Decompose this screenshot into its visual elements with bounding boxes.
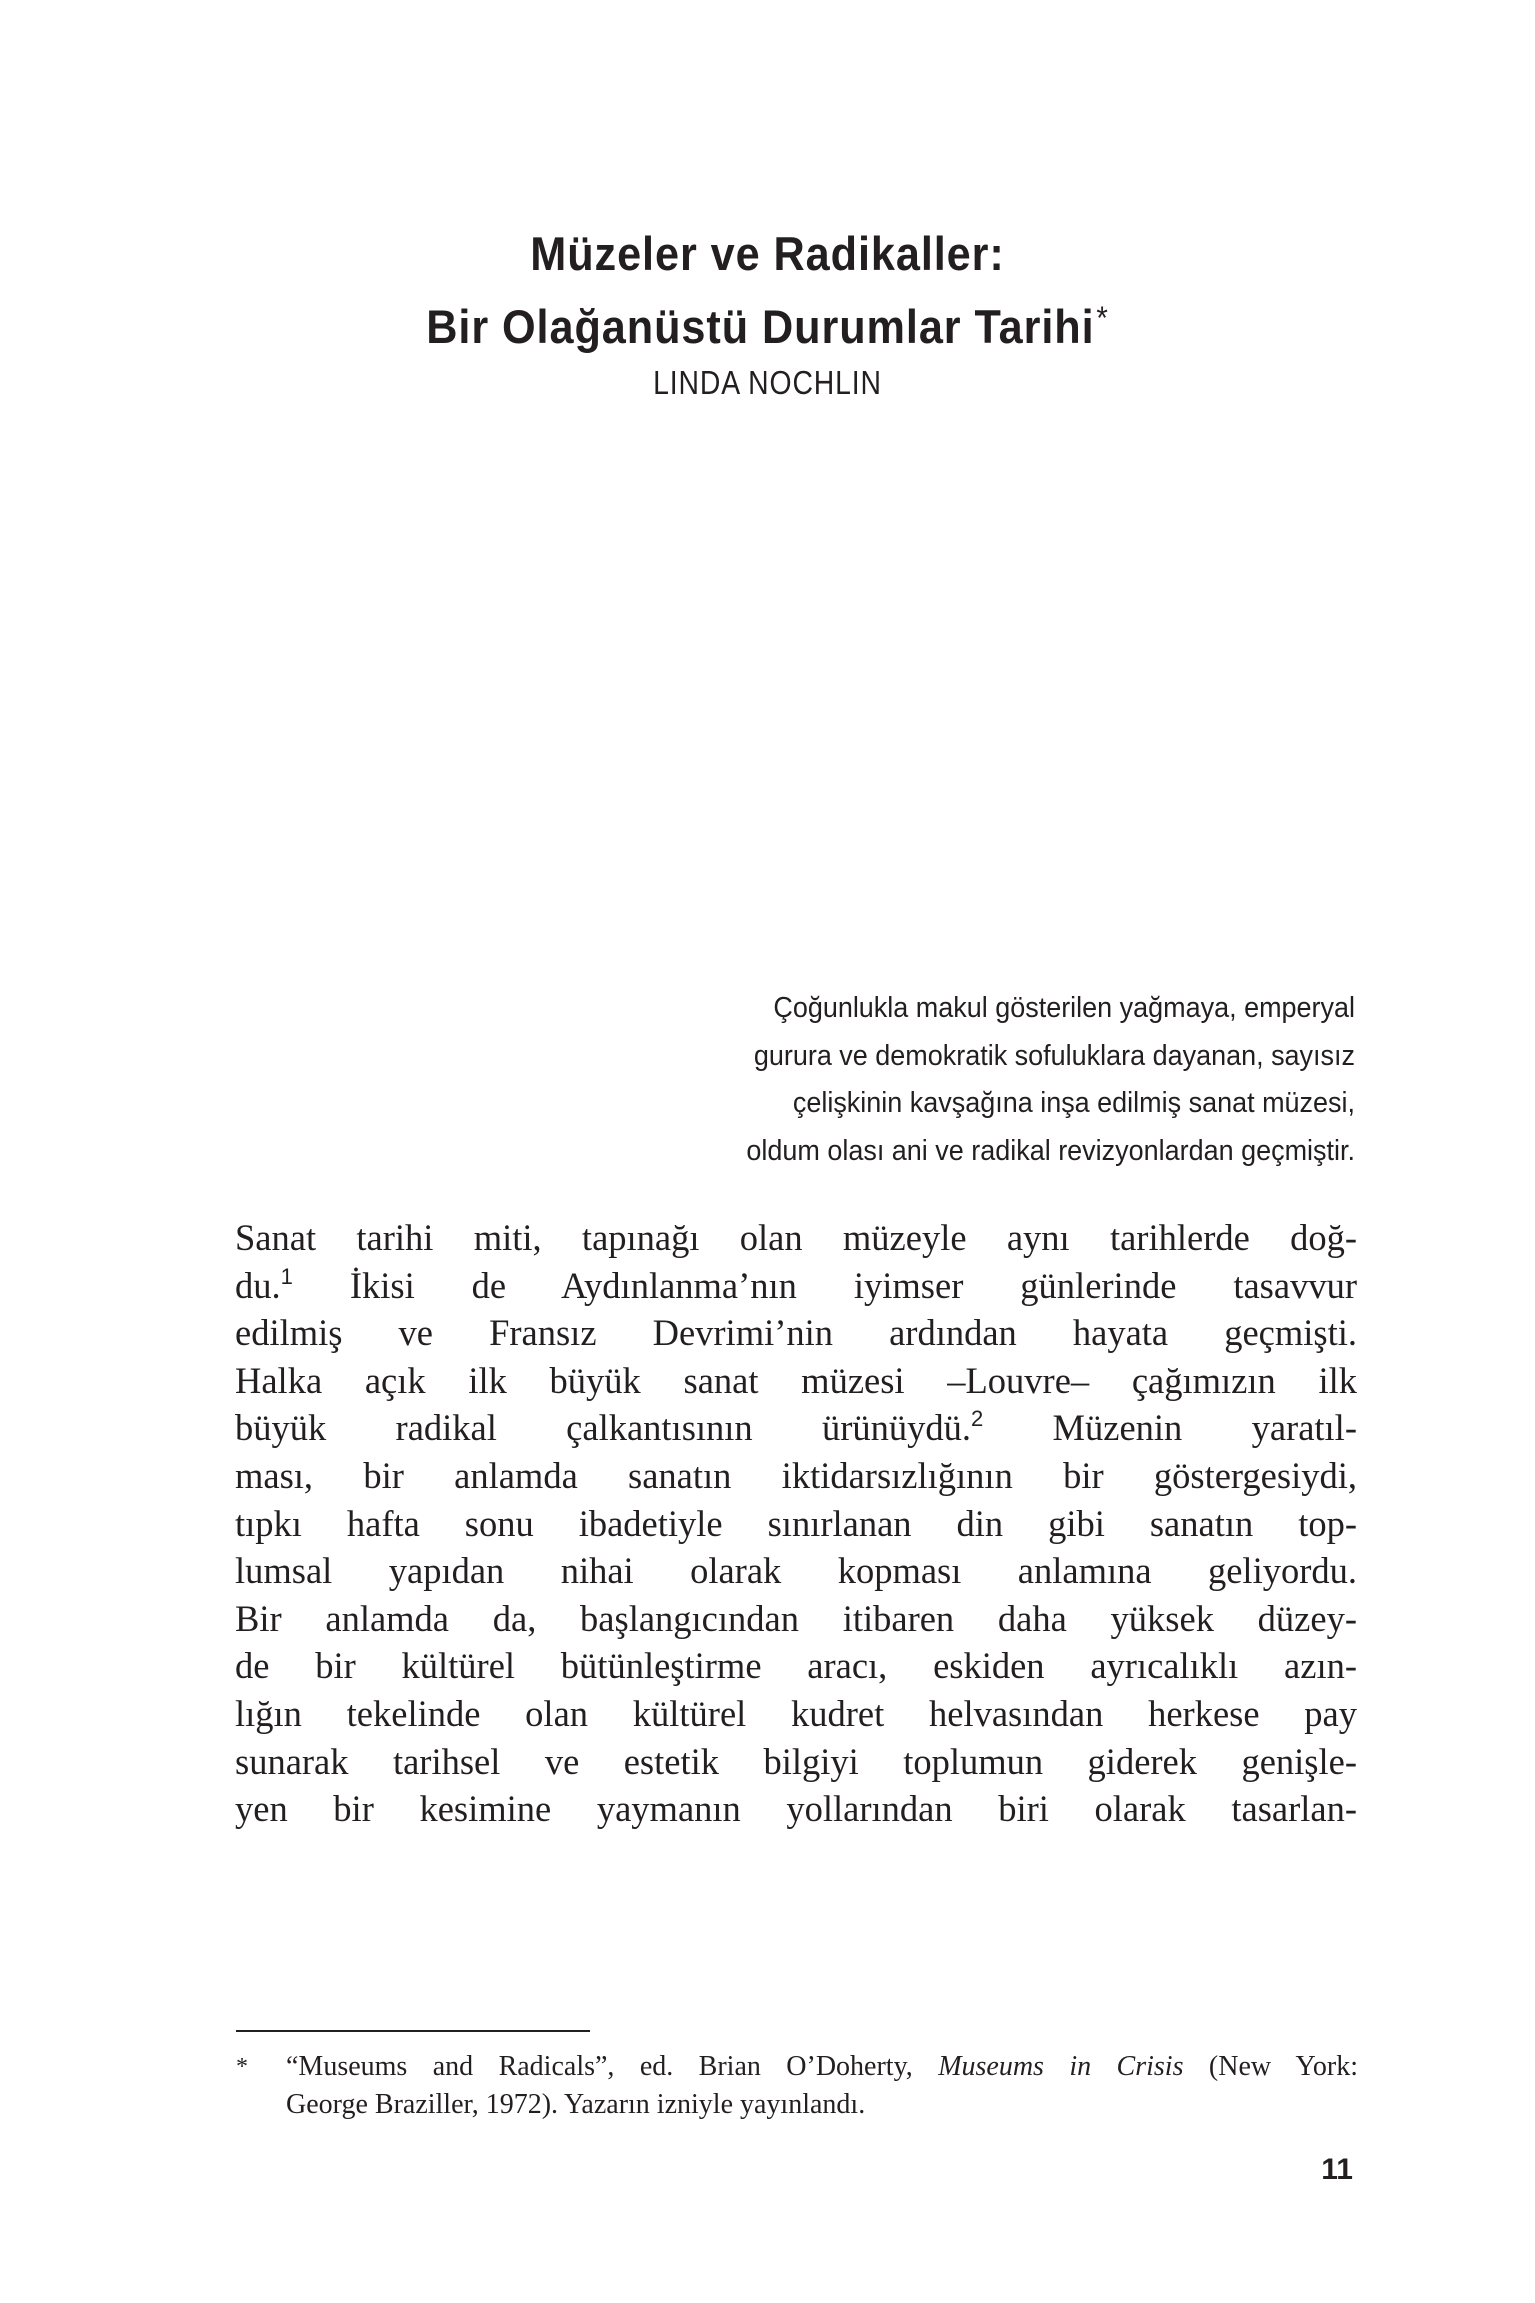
footnote-text [286, 2048, 1358, 2124]
body-line [235, 1547, 1357, 1595]
footnote-line-1 [286, 2048, 1358, 2086]
footnote-book-title: Museums in Crisis [938, 2051, 1184, 2082]
body-line-text: Sanat tarihi miti, tapınağı olan müzeyle aynı tarihlerde doğ- [235, 1217, 1357, 1258]
body-line [235, 1642, 1357, 1690]
body-line [235, 1262, 1357, 1310]
body-line [235, 1452, 1357, 1500]
chapter-title-text-1: Müzeler ve Radikaller: [530, 227, 1005, 280]
footnote-citation-text: “Museums and Radicals”, ed. Brian O’Doherty, [286, 2051, 939, 2082]
footnote-marker: * [236, 2054, 248, 2080]
body-line-text: de bir kültürel bütünleştirme aracı, eskiden ayrıcalıklı azın- [235, 1645, 1357, 1687]
body-line-text: büyük radikal çalkantısının ürünüydü. [235, 1407, 972, 1449]
title-footnote-marker[interactable]: * [1096, 300, 1109, 336]
body-line [235, 1309, 1357, 1357]
body-line-text: edilmiş ve Fransız Devrimi’nin ardından hayata geçmişti. [235, 1312, 1357, 1354]
footnote-ref-1[interactable]: 1 [280, 1263, 293, 1289]
footnote [236, 2048, 1358, 2124]
body-paragraph [235, 1214, 1357, 1833]
body-line-text: lumsal yapıdan nihai olarak kopması anlamına geliyordu. [235, 1550, 1357, 1592]
body-line [235, 1785, 1357, 1833]
footnote-citation-text: (New York: [1183, 2051, 1358, 2082]
body-line-text: yen bir kesimine yaymanın yollarından biri olarak tasarlan- [235, 1788, 1357, 1830]
footnote-line-2: George Braziller, 1972). Yazarın izniyle yayınlandı. [286, 2089, 866, 2120]
body-line-text: sunarak tarihsel ve estetik bilgiyi toplumun giderek genişle- [235, 1740, 1357, 1782]
body-line [235, 1738, 1357, 1786]
body-line-text: Müzenin yaratıl- [983, 1407, 1357, 1449]
epigraph-line: Çoğunlukla makul gösterilen yağmaya, emperyal [773, 992, 1355, 1024]
page-number: 11 [1321, 2153, 1353, 2186]
chapter-title-text-2: Bir Olağanüstü Durumlar Tarihi [426, 300, 1095, 353]
epigraph-line: çelişkinin kavşağına inşa edilmiş sanat müzesi, [792, 1087, 1355, 1119]
body-line [235, 1690, 1357, 1738]
body-line-text: ması, bir anlamda sanatın iktidarsızlığının bir göstergesiydi, [235, 1454, 1357, 1496]
epigraph-line: oldum olası ani ve radikal revizyonlardan geçmiştir. [746, 1134, 1355, 1167]
footnote-row [236, 2048, 1358, 2124]
epigraph [455, 985, 1355, 1175]
body-line [235, 1357, 1357, 1405]
author-name: LINDA NOCHLIN [653, 364, 882, 401]
body-line-text: Bir anlamda da, başlangıcından itibaren daha yüksek düzey- [235, 1597, 1357, 1639]
chapter-title-line-2 [61, 286, 1473, 359]
body-line-text: Halka açık ilk büyük sanat müzesi –Louvre– çağımızın ilk [235, 1359, 1357, 1401]
chapter-heading [0, 222, 1535, 405]
body-line [235, 1595, 1357, 1643]
footnote-divider [236, 2030, 590, 2032]
footnote-ref-2[interactable]: 2 [971, 1406, 984, 1432]
body-line [235, 1500, 1357, 1548]
body-line-text: tıpkı hafta sonu ibadetiyle sınırlanan din gibi sanatın top- [235, 1502, 1357, 1544]
body-line [235, 1404, 1357, 1452]
chapter-title-line-1 [61, 222, 1473, 286]
body-line-text: du. [235, 1264, 281, 1306]
body-line-text: İkisi de Aydınlanma’nın iyimser günlerinde tasavvur [292, 1264, 1357, 1306]
epigraph-line: gurura ve demokratik sofuluklara dayanan, sayısız [753, 1039, 1355, 1072]
body-line-text: lığın tekelinde olan kültürel kudret helvasından herkese pay [235, 1692, 1357, 1734]
body-line [235, 1214, 1357, 1262]
